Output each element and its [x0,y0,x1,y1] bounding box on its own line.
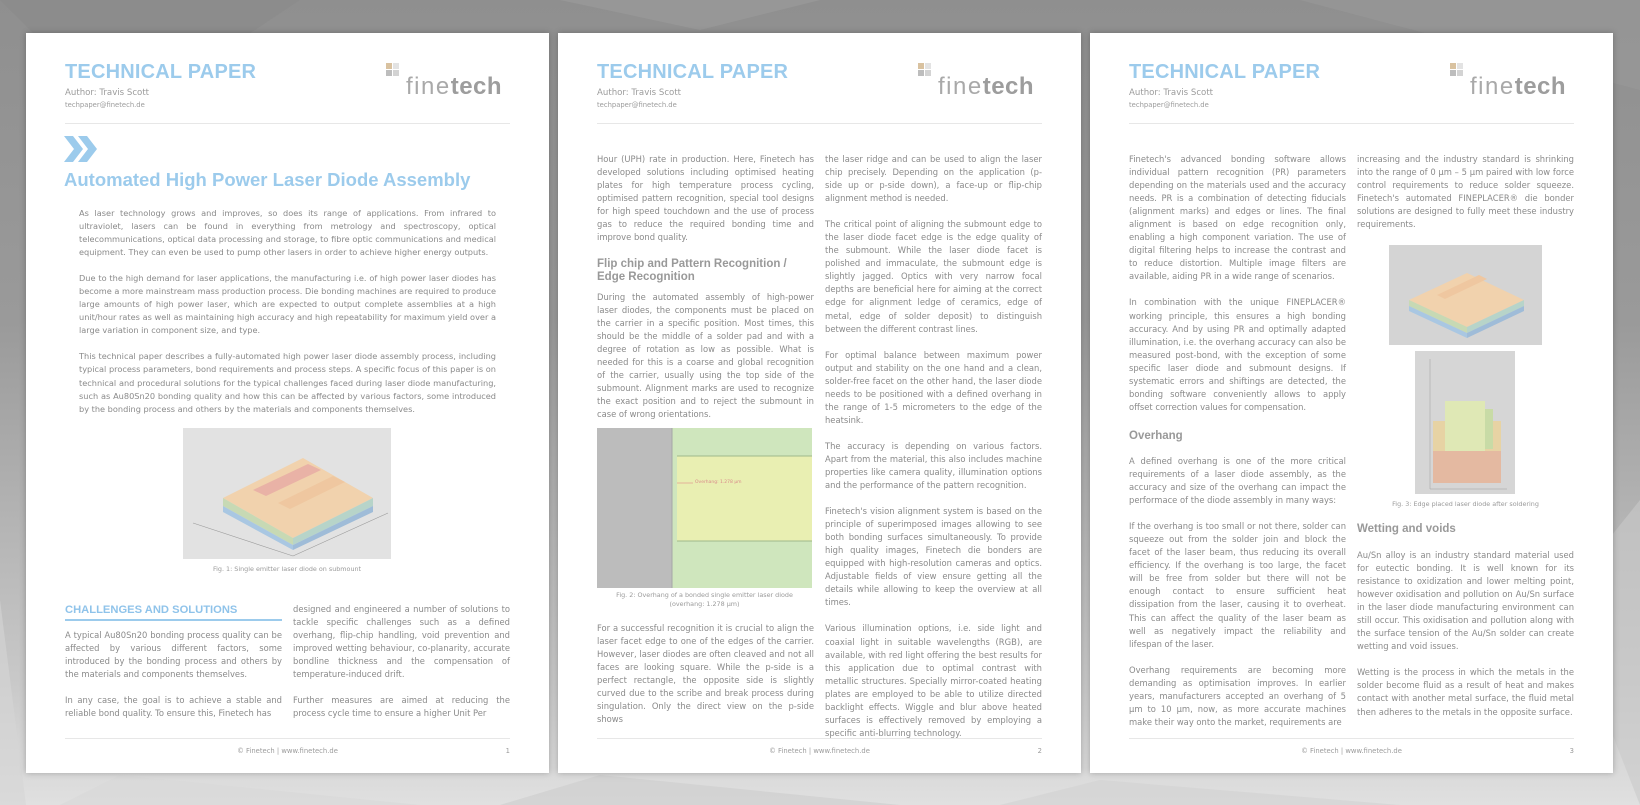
section-heading-challenges: CHALLENGES AND SOLUTIONS [65,604,238,616]
double-chevron-icon [64,136,98,164]
figure-2-overhang-label: Overhang: 1.278 µm [695,480,742,485]
header-email: techpaper@finetech.de [1129,101,1209,109]
intro-text: As laser technology grows and improves, so does its range of applications. From infrared to ultraviolet, lasers can be found in everything from metrology and spectroscopy, optical telecommunications, optical data processing and storage, to fibre optic communications and medical equipment. They can even be used to pump other lasers in order to achieve higher energy outputs. Due to the high demand for laser applications, the manufacturing i.e. of high power laser diodes has become a more mainstream mass production process. Die bonding machines are required to produce large amounts of high power laser, which are expected to output complete assemblies at a high unit/hour rates as well as maintaining high accuracy and high repeatability for maximum yield over a large variation in component size, and type. This technical paper describes a fully-automated high power laser diode assembly process, including typical process parameters, bond requirements and process steps. A specific focus of this paper is on technical and procedural solutions for the typical challenges faced during laser diode manufacturing, such as Au80Sn20 bonding quality and how this can be affected by various factors, some introduced by the bonding process and others by the materials and components themselves. [79,208,496,414]
header-author: Author: Travis Scott [1129,88,1214,98]
page3-column-2-top: increasing and the industry standard is shrinking into the range of 0 µm – 5 µm paired with low force control requirements to reduce solder squeeze. Finetech's automated FINEPLACER® die bonder solutions are designed to fully meet these industry requirements. [1357,154,1574,230]
finetech-logo: finetech [918,63,1043,99]
figure-2-image [597,428,812,588]
page3-column-1-bottom: A defined overhang is one of the more critical requirements of a laser diode assembly, as the accuracy and size of the overhang can impact the performace of the diode assembly in many ways: If the overhang is too small or not there, solder can squeeze out from the solder join and block the facet of the laser beam, thus reducing its overall efficiency. If the overhang is too large, the facet will be free from solder but there will not be enough contact to ensure sufficient heat dissipation from the laser, causing it to overheat. This can affect the quality of the laser beam as well as negatively impact the reliability and lifespan of the laser. Overhang requirements are becoming more demanding as optimisation improves. In earlier years, manufacturers accepted an overhang of 5 µm to 10 µm, now, as more accurate machines make their way onto the market, requirements are [1129,456,1346,727]
figure-1-caption: Fig. 1: Single emitter laser diode on submount [212,565,362,573]
page-2: TECHNICAL PAPER Author: Travis Scott techpaper@finetech.de finetech Hour (UPH) rate in production. Here, Finetech has developed solutions including optimised heating plates for high temperature process cycling, optimised pattern recognition, special tool designs for high speed touchdown and the use of process gas to reduce the required bonding time and improve bond quality. Flip chip and Pattern Recognition / Edge Recognition During the automated assembly of high-power laser diodes, the components must be placed on the carrier in a specific position. Most times, this should be the middle of a solder pad and with a degree of rotation as low as possible. What is needed for this is a coarse and global recognition of the carrier, usually using the top side of the submount. Alignment marks are used to recognize the exact position and to reject the submount in case of wrong orientations. Overhang: 1.278 µm Fig. 2: Overhang of a bonded single emitter laser diode (overhang: 1.278 µm) For a successful recognition it is crucial to align the laser facet edge to one of the edges of the carrier. However, laser diodes are often cleaved and not all faces are looking square. While the p-side is a perfect rectangle, the opposite side is slightly curved due to the scribe and break process during singulation. Only the direct view on the p-side shows the laser ridge and can be used to align the laser chip precisely. Depending on the application (p-side up or p-side down), a face-up or flip-chip alignment method is needed. The critical point of aligning the submount edge to the laser diode facet edge is the edge quality of the submount. While the laser diode facet is polished and immaculate, the submount edge is slightly jagged. Optics with very narrow focal depths are beneficial here for aiming at the correct edge for alignment ledge of ceramics, edge of metal, edge of solder deposit) to distinguish between the different contrast lines. For optimal balance between maximum power output and stability on the one hand and a clean, solder-free facet on the other hand, the laser diode needs to be positioned with a defined overhang in the range of 1-5 micrometers to the edge of the heatsink. The accuracy is depending on various factors. Apart from the material, this also includes machine properties like camera quality, illumination options and the performance of the pattern recognition. Finetech's vision alignment system is based on the principle of superimposed images allowing to see both bonding surfaces simultaneously. To provide high quality images, Finetech die bonders are equipped with high-resolution cameras and optics. Adjustable fields of view ensure getting all the details while allowing to keep the overview at all times. Various illumination options, i.e. side light and coaxial light in suitable wavelengths (RGB), are available, with red light offering the best results for this application due to optimal contrast with metallic structures. Specially mirror-coated heating plates are employed to be able to utilize directed backlight effects. Wiggle and blur above heated surfaces is effectively removed by employing a specific anti-blurring technology. © Finetech | www.finetech.de 2 [558,33,1081,773]
header-author: Author: Travis Scott [597,88,682,98]
section-underline [65,619,282,621]
page2-column-1-mid: During the automated assembly of high-power laser diodes, the components must be placed on the carrier in a specific position. Most times, this should be the middle of a solder pad and with a degree of rotation as low as possible. What is needed for this is a coarse and global recognition of the carrier, usually using the top side of the submount. Alignment marks are used to recognize the exact position and to reject the submount in case of wrong orientations. [597,292,814,420]
figure-2-caption: Fig. 2: Overhang of a bonded single emitter laser diode (overhang: 1.278 µm) [616,591,793,608]
figure-3-bottom-image [1415,351,1515,494]
subheading-overhang: Overhang [1129,430,1183,442]
header-title: TECHNICAL PAPER [65,61,257,83]
page2-column-1-bottom: For a successful recognition it is crucial to align the laser facet edge to one of the edges of the carrier. However, laser diodes are often cleaved and not all faces are looking square. While the p-side is a perfect rectangle, the opposite side is slightly curved due to the scribe and break process during singulation. Only the direct view on the p-side shows [597,623,814,725]
header-title: TECHNICAL PAPER [597,61,789,83]
figure-3-caption: Fig. 3: Edge placed laser diode after soldering [1392,500,1539,508]
subheading-flip-chip: Flip chip and Pattern Recognition / Edge Recognition [597,258,787,283]
finetech-logo: finetech [1450,63,1575,99]
header-email: techpaper@finetech.de [65,101,145,109]
page2-column-1-top: Hour (UPH) rate in production. Here, Finetech has developed solutions including optimised heating plates for high temperature process cycling, optimised pattern recognition, special tool designs for high speed touchdown and the use of process gas to reduce the required bonding time and improve bond quality. [597,154,814,243]
page3-column-1-top: Finetech's advanced bonding software allows individual pattern recognition (PR) parameters depending on the materials used and the accuracy needs. PR is a combination of detecting fiducials (alignment marks) and edges or lines. The final alignment is based on edge recognition only, enabling a high component variation. The use of digital filtering helps to increase the contrast and to reduce distortion. Multiple image filters are available, aiding PR in a wide range of scenarios. In combination with the unique FINEPLACER® working principle, this ensures a high bonding accuracy. And by using PR and optimally adapted illumination, i.e. the overhang accuracy can also be measured post-bond, with the exception of some specific laser diode and submount designs. If systematic errors and shiftings are detected, the bonding software conveniently allows to apply offset correction values for compensation. [1129,154,1346,412]
header-email: techpaper@finetech.de [597,101,677,109]
figure-1-image [183,428,391,559]
figure-3-top-image [1389,245,1542,345]
page-3: TECHNICAL PAPER Author: Travis Scott techpaper@finetech.de finetech Finetech's advanced bonding software allows individual pattern recognition (PR) parameters depending on the materials used and the accuracy needs. PR is a combination of detecting fiducials (alignment marks) and edges or lines. The final alignment is based on edge recognition only, enabling a high component variation. The use of digital filtering helps to increase the contrast and to reduce distortion. Multiple image filters are available, aiding PR in a wide range of scenarios. In combination with the unique FINEPLACER® working principle, this ensures a high bonding accuracy. And by using PR and optimally adapted illumination, i.e. the overhang accuracy can also be measured post-bond, with the exception of some specific laser diode and submount designs. If systematic errors and shiftings are detected, the bonding software conveniently allows to apply offset correction values for compensation. Overhang A defined overhang is one of the more critical requirements of a laser diode assembly, as the accuracy and size of the overhang can impact the performace of the diode assembly in many ways: If the overhang is too small or not there, solder can squeeze out from the solder join and block the facet of the laser beam, thus reducing its overall efficiency. If the overhang is too large, the facet will be free from solder but there will not be enough contact to ensure sufficient heat dissipation from the laser, causing it to overheat. This can affect the quality of the laser beam as well as negatively impact the reliability and lifespan of the laser. Overhang requirements are becoming more demanding as optimisation improves. In earlier years, manufacturers accepted an overhang of 5 µm to 10 µm, now, as more accurate machines make their way onto the market, requirements are increasing and the industry standard is shrinking into the range of 0 µm – 5 µm paired with low force control requirements to reduce solder squeeze. Finetech's automated FINEPLACER® die bonder solutions are designed to fully meet these industry requirements. Fig. 3: Edge placed laser diode after soldering Wetting and voids Au/Sn alloy is an industry standard material used for eutectic bonding. It is well known for its resistance to oxidization and lower melting point, however oxidisation and pollution on Au/Sn surface in the laser diode manufacturing environment can still occur. This oxidisation and pollution along with the surface tension of the Au/Sn solder can create wetting and void issues. Wetting is the process in which the metals in the solder become fluid as a result of heat and makes contact with another metal surface, the fluid metal then adheres to the metals in the opposite surface. © Finetech | www.finetech.de 3 [1090,33,1613,773]
header-author: Author: Travis Scott [65,88,150,98]
page-1: TECHNICAL PAPER Author: Travis Scott techpaper@finetech.de finetech Automated High Power Laser Diode Assembly As laser technology grows and improves, so does its range of applications. From infrared to ultraviolet, lasers can be found in everything from metrology and spectroscopy, optical telecommunications, optical data processing and storage, to fibre optic communications and medical equipment. They can even be used to pump other lasers in order to achieve higher energy outputs. Due to the high demand for laser applications, the manufacturing i.e. of high power laser diodes has become a more mainstream mass production process. Die bonding machines are required to produce large amounts of high power laser, which are expected to output complete assemblies at a high unit/hour rates as well as maintaining high accuracy and high repeatability for maximum yield over a large variation in component size, and type. This technical paper describes a fully-automated high power laser diode assembly process, including typical process parameters, bond requirements and process steps. A specific focus of this paper is on technical and procedural solutions for the typical challenges faced during laser diode manufacturing, such as Au80Sn20 bonding quality and how this can be affected by various factors, some introduced by the bonding process and others by the materials and components themselves. Fig. 1: Single emitter laser diode on submount CHALLENGES AND SOLUTIONS A typical Au80Sn20 bonding process quality can be affected by various different factors, some introduced by the bonding process and others by the materials and components themselves. In any case, the goal is to achieve a stable and reliable bond quality. To ensure this, Finetech has designed and engineered a number of solutions to tackle specific challenges such as a defined overhang, flip-chip handling, void prevention and improved wetting behaviour, co-planarity, accurate bondline thickness and the compensation of temperature-induced drift. Further measures are aimed at reducing the process cycle time to ensure a higher Unit Per © Finetech | www.finetech.de 1 [26,33,549,773]
finetech-logo: finetech [386,63,511,99]
page3-column-2-bottom: Au/Sn alloy is an industry standard material used for eutectic bonding. It is well known for its resistance to oxidization and lower melting point, however oxidisation and pollution on Au/Sn surface in the laser diode manufacturing environment can still occur. This oxidisation and pollution along with the surface tension of the Au/Sn solder can create wetting and void issues. Wetting is the process in which the metals in the solder become fluid as a result of heat and makes contact with another metal surface, the fluid metal then adheres to the metals in the opposite surface. [1357,550,1574,717]
article-title: Automated High Power Laser Diode Assembly [64,169,471,190]
header-title: TECHNICAL PAPER [1129,61,1321,83]
page1-column-2: designed and engineered a number of solutions to tackle specific challenges such as a defined overhang, flip-chip handling, void prevention and improved wetting behaviour, co-planarity, accurate bondline thickness and the compensation of temperature-induced drift. Further measures are aimed at reducing the process cycle time to ensure a higher Unit Per [293,604,510,719]
page2-column-2: the laser ridge and can be used to align the laser chip precisely. Depending on the application (p-side up or p-side down), a face-up or flip-chip alignment method is needed. The critical point of aligning the submount edge to the laser diode facet edge is the edge quality of the submount. While the laser diode facet is polished and immaculate, the submount edge is slightly jagged. Optics with very narrow focal depths are beneficial here for aiming at the correct edge for alignment ledge of ceramics, edge of metal, edge of solder deposit) to distinguish between the different contrast lines. For optimal balance between maximum power output and stability on the one hand and a clean, solder-free facet on the other hand, the laser diode needs to be positioned with a defined overhang in the range of 1-5 micrometers to the edge of the heatsink. The accuracy is depending on various factors. Apart from the material, this also includes machine properties like camera quality, illumination options and the performance of the pattern recognition. Finetech's vision alignment system is based on the principle of superimposed images allowing to see both bonding surfaces simultaneously. To provide high quality images, Finetech die bonders are equipped with high-resolution cameras and optics. Adjustable fields of view ensure getting all the details while allowing to keep the overview at all times. Various illumination options, i.e. side light and coaxial light in suitable wavelengths (RGB), are available, with red light offering the best results for this application due to optimal contrast with metallic structures. Specially mirror-coated heating plates are employed to be able to utilize directed backlight effects. Wiggle and blur above heated surfaces is effectively removed by employing a specific anti-blurring technology. [825,154,1042,738]
subheading-wetting: Wetting and voids [1357,523,1456,535]
page1-column-1: A typical Au80Sn20 bonding process quality can be affected by various different factors, some introduced by the bonding process and others by the materials and components themselves. In any case, the goal is to achieve a stable and reliable bond quality. To ensure this, Finetech has [65,630,282,719]
